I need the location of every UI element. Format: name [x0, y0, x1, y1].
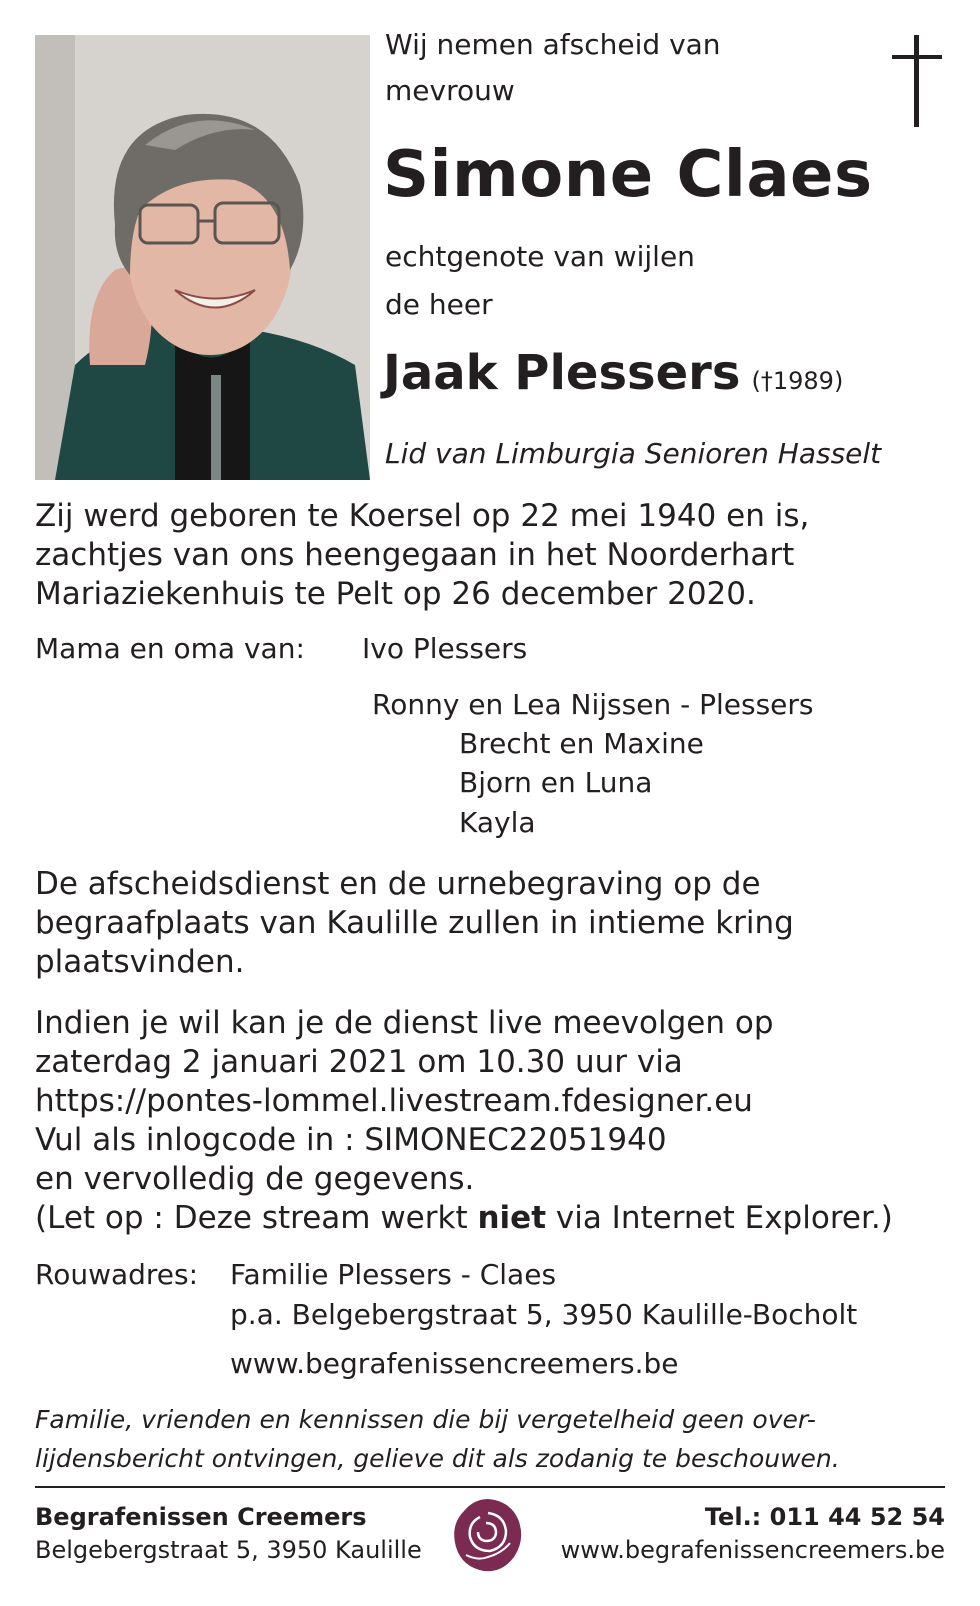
- portrait-illustration: [35, 35, 370, 480]
- stream-line-2: zaterdag 2 januari 2021 om 10.30 uur via: [35, 1044, 683, 1080]
- birth-line-1: Zij werd geboren te Koersel op 22 mei 1940 en is,: [35, 498, 810, 534]
- spouse-intro-line-1: echtgenote van wijlen: [385, 240, 695, 273]
- grandchild-1: Brecht en Maxine: [459, 727, 704, 760]
- closing-line-1: Familie, vrienden en kennissen die bij vergetelheid geen over-: [35, 1405, 816, 1434]
- spouse-name: Jaak Plessers: [383, 345, 741, 401]
- family-label: Mama en oma van:: [35, 632, 305, 665]
- portrait-photo: [35, 35, 370, 480]
- service-line-1: De afscheidsdienst en de urnebegraving op de: [35, 866, 761, 902]
- footer-website[interactable]: www.begrafenissencreemers.be: [560, 1536, 945, 1564]
- cross-icon: [892, 35, 942, 127]
- spouse-death-year: (†1989): [751, 367, 844, 395]
- grandchild-2: Bjorn en Luna: [459, 766, 653, 799]
- birth-line-3: Mariaziekenhuis te Pelt op 26 december 2020.: [35, 576, 756, 612]
- membership: Lid van Limburgia Senioren Hasselt: [385, 437, 882, 470]
- grandchild-3: Kayla: [459, 806, 536, 839]
- closing-line-2: lijdensbericht ontvingen, gelieve dit als zodanig te beschouwen.: [35, 1444, 840, 1473]
- stream-note-before: (Let op : Deze stream werkt: [35, 1200, 478, 1236]
- intro-line-1: Wij nemen afscheid van: [385, 28, 721, 61]
- deceased-name: Simone Claes: [383, 138, 873, 212]
- address-website[interactable]: www.begrafenissencreemers.be: [230, 1347, 679, 1380]
- stream-line-1: Indien je wil kan je de dienst live meevolgen op: [35, 1005, 774, 1041]
- footer-company: Begrafenissen Creemers: [35, 1503, 367, 1531]
- stream-note-bold: niet: [477, 1200, 547, 1236]
- service-line-3: plaatsvinden.: [35, 944, 245, 980]
- service-line-2: begraafplaats van Kaulille zullen in intieme kring: [35, 905, 794, 941]
- spouse-intro-line-2: de heer: [385, 288, 493, 321]
- footer-divider: [35, 1486, 945, 1488]
- spouse-name-row: [383, 345, 843, 401]
- stream-note-after: via Internet Explorer.): [546, 1200, 893, 1236]
- footer-phone[interactable]: Tel.: 011 44 52 54: [704, 1503, 945, 1531]
- address-line-2: p.a. Belgebergstraat 5, 3950 Kaulille-Bocholt: [230, 1298, 858, 1331]
- stream-line-5: en vervolledig de gegevens.: [35, 1161, 475, 1197]
- stream-note: [35, 1200, 893, 1236]
- footer-company-address: Belgebergstraat 5, 3950 Kaulille: [35, 1536, 422, 1564]
- family-child-2: Ronny en Lea Nijssen - Plessers: [372, 688, 814, 721]
- stream-url[interactable]: https://pontes-lommel.livestream.fdesigner.eu: [35, 1083, 753, 1119]
- family-child-1: Ivo Plessers: [362, 632, 528, 665]
- address-label: Rouwadres:: [35, 1258, 199, 1291]
- stream-login-code: Vul als inlogcode in : SIMONEC22051940: [35, 1122, 667, 1158]
- rose-icon: [448, 1495, 528, 1575]
- birth-line-2: zachtjes van ons heengegaan in het Noorderhart: [35, 537, 795, 573]
- address-line-1: Familie Plessers - Claes: [230, 1258, 557, 1291]
- intro-line-2: mevrouw: [385, 74, 515, 107]
